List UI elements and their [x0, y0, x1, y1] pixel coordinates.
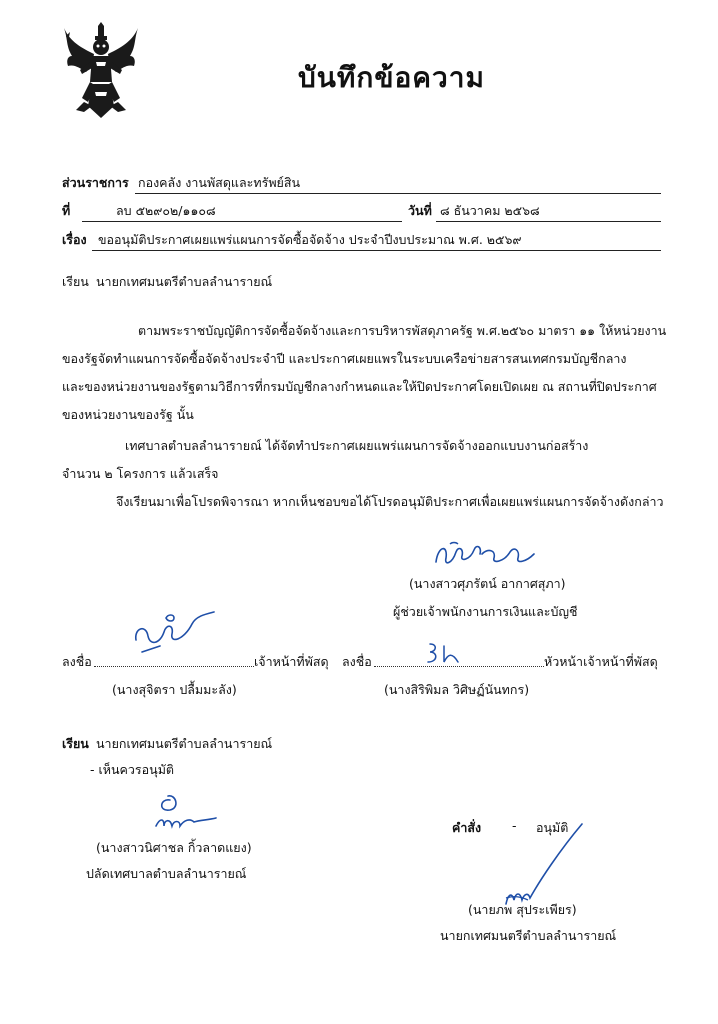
department-rule: [135, 193, 661, 194]
review-value: นายกเทศมนตรีตำบลลำนารายณ์: [96, 736, 273, 751]
right-sign-line: [374, 666, 544, 667]
left-sign-name: (นางสุจิตรา ปลื้มมะลัง): [112, 682, 237, 697]
page-title: บันทึกข้อความ: [298, 61, 485, 94]
body-line: ของรัฐจัดทำแผนการจัดซื้อจัดจ้างประจำปี และประกาศเผยแพรในระบบเครือข่ายสารสนเทศกรมบัญชีกลาง: [62, 351, 627, 366]
preparer-position: ผู้ช่วยเจ้าพนักงานการเงินและบัญชี: [393, 604, 578, 619]
body-line: จึงเรียนมาเพื่อโปรดพิจารณา หากเห็นชอบขอได้โปรดอนุมัติประกาศเพื่อเผยแพร่แผนการจัดจ้างดังกล่าว: [116, 494, 664, 509]
order-value: อนุมัติ: [536, 820, 569, 835]
department-value: กองคลัง งานพัสดุและทรัพย์สิน: [138, 175, 301, 190]
greeting-value: นายกเทศมนตรีตำบลลำนารายณ์: [96, 274, 273, 289]
greeting-label: เรียน: [62, 274, 89, 289]
order-dash: -: [512, 818, 517, 833]
body-line: จำนวน ๒ โครงการ แล้วเสร็จ: [62, 466, 219, 481]
ref-rule: [82, 221, 402, 222]
subject-value: ขออนุมัติประกาศเผยแพร่แผนการจัดซื้อจัดจ้าง ประจำปีงบประมาณ พ.ศ. ๒๕๖๙: [98, 232, 522, 247]
ref-label: ที่: [62, 203, 71, 218]
procurement-officer-signature: [130, 610, 220, 657]
body-line: และของหน่วยงานของรัฐตามวิธีการที่กรมบัญชีกลางกำหนดและให้ปิดประกาศโดยเปิดเผย ณ สถานที่ปิดประกาศ: [62, 379, 657, 394]
subject-rule: [92, 250, 661, 251]
body-line: เทศบาลตำบลลำนารายณ์ ได้จัดทำประกาศเผยแพร่แผนการจัดจ้างออกแบบงานก่อสร้าง: [125, 438, 589, 453]
body-line: ของหน่วยงานของรัฐ นั้น: [62, 407, 194, 422]
order-label: คำสั่ง: [452, 820, 482, 835]
ref-value: ลบ ๕๒๙๐๒/๑๑๐๘: [116, 203, 216, 218]
review-position: ปลัดเทศบาลตำบลลำนารายณ์: [86, 866, 247, 881]
preparer-name: (นางสาวศุภรัตน์ อากาศสุภา): [409, 576, 566, 591]
review-label: เรียน: [62, 736, 89, 751]
garuda-emblem: [62, 22, 140, 120]
left-sign-position: เจ้าหน้าที่พัสดุ: [254, 654, 329, 669]
body-line: ตามพระราชบัญญัติการจัดซื้อจัดจ้างและการบริหารพัสดุภาครัฐ พ.ศ.๒๕๖๐ มาตรา ๑๑ ให้หน่วยงาน: [138, 323, 667, 338]
date-value: ๘ ธันวาคม ๒๕๖๘: [440, 203, 540, 218]
date-label: วันที่: [408, 203, 432, 218]
left-sign-label: ลงชื่อ: [62, 654, 92, 669]
left-sign-line: [94, 666, 254, 667]
right-sign-label: ลงชื่อ: [342, 654, 372, 669]
department-label: ส่วนราชการ: [62, 175, 129, 190]
order-name: (นายภพ สุประเพียร): [468, 902, 577, 917]
review-name: (นางสาวนิศาชล กิ้วลาดแยง): [96, 840, 252, 855]
head-procurement-signature: [424, 640, 464, 669]
right-sign-name: (นางสิริพิมล วิศิษฏ์นันทกร): [384, 682, 530, 697]
preparer-signature: [430, 540, 540, 575]
right-sign-position: หัวหน้าเจ้าหน้าที่พัสดุ: [544, 654, 658, 669]
review-opinion: - เห็นควรอนุมัติ: [90, 762, 175, 777]
subject-label: เรื่อง: [62, 232, 87, 247]
order-position: นายกเทศมนตรีตำบลลำนารายณ์: [440, 928, 617, 943]
deputy-signature: [150, 790, 220, 837]
date-rule: [436, 221, 661, 222]
